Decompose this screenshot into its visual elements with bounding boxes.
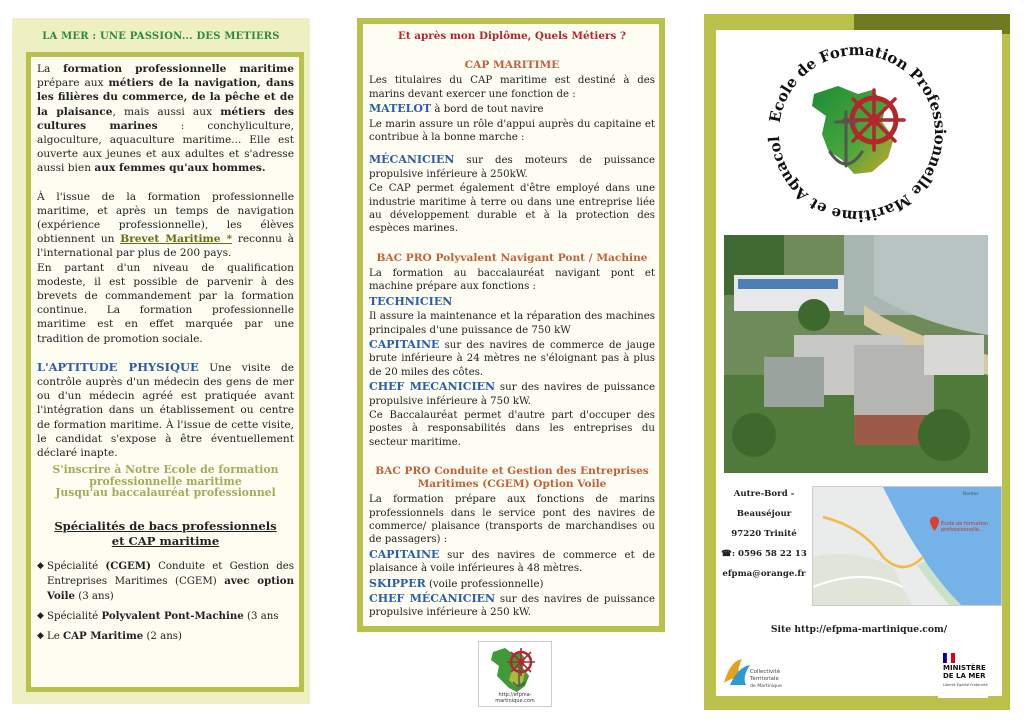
ministere-name: MINISTÈRE DE LA MER: [943, 664, 986, 680]
cap-matelot-desc: Le marin assure un rôle d'appui auprès du capitaine et contribue à la bonne marche :: [369, 118, 655, 144]
panel-left-content: [37, 62, 294, 649]
marianne-icon: [938, 651, 988, 665]
collectivite-logo: [720, 653, 782, 695]
bac-cgem-intro: La formation prépare aux fonctions de marins professionnels dans le service pont des navires de commerce/ plaisance (transports de marchandises ou de passagers) :: [369, 494, 655, 546]
bac-cgem-heading: BAC PRO Conduite et Gestion des Entreprises Maritimes (CGEM) Option Voile: [375, 465, 649, 491]
bac-pont-machine-heading: BAC PRO Polyvalent Navigant Pont / Machine: [376, 251, 648, 264]
website-link[interactable]: Site http://efpma-martinique.com/: [770, 624, 948, 635]
cap-mecanicien: MÉCANICIEN sur des moteurs de puissance propulsive inférieure à 250kW.: [369, 153, 655, 180]
bac-pont-technicien: TECHNICIEN: [369, 294, 453, 308]
bac-pont-chef-mecanicien: CHEF MECANICIEN sur des navires de puissance propulsive inférieure à 750 kW.: [369, 380, 656, 407]
svg-text:Collectivité: Collectivité: [750, 669, 781, 675]
promotion-paragraph: En partant d'un niveau de qualification modeste, il est possible de parvenir à des brevets de commandement par la formation continue. La formation professionnelle maritime est en effet marquée par une tradition de promotion sociale.: [37, 261, 294, 345]
collectivite-bird-icon: [720, 653, 782, 695]
email-link[interactable]: efpma@orange.fr: [722, 569, 806, 579]
intro-paragraph: La formation professionnelle maritime prépare aux métiers de la navigation, dans les filières du commerce, de la pêche et de la plaisance, mais aussi aux métiers des cultures marines : conchyliculture, algoculture, aquaculture maritime... Elle est ouverte aux jeunes et aux adultes et s'adresse aussi bien aux femmes qu'aux hommes.: [37, 63, 294, 175]
aptitude-paragraph: L'APTITUDE PHYSIQUE Une visite de contrôle auprès d'un médecin des gens de mer ou d'un médecin agréé est pratiquée avant l'intégration dans un établissement ou centre de formation maritime. À l'issue de cette visite, le candidat s'expose à être éventuellement déclaré inapte.: [37, 359, 294, 460]
brevet-maritime-link[interactable]: Brevet Maritime *: [120, 233, 233, 246]
metiers-title: Et après mon Diplôme, Quels Métiers ?: [397, 30, 627, 42]
school-aerial-photo: [724, 235, 988, 473]
address-line-1: Autre-Bord -: [733, 489, 795, 499]
cap-outro: Ce CAP permet également d'être employé dans une industrie maritime à terre ou dans une entreprise liée au développement durable et à la protection des espèces marines.: [369, 183, 655, 235]
svg-text:Territoriale: Territoriale: [750, 676, 779, 682]
bac-pont-outro: Ce Baccalauréat permet d'autre part d'occuper des postes à responsabilités dans les entreprises du secteur maritime.: [369, 409, 655, 448]
location-map[interactable]: [812, 486, 1002, 606]
list-item: ◆ Spécialité Polyvalent Pont-Machine (3 ans: [37, 609, 279, 622]
svg-text:professionnelle...: professionnelle...: [941, 527, 984, 533]
map-image: [813, 487, 1002, 606]
bac-pont-capitaine: CAPITAINE sur des navires de commerce de jauge brute inférieure à 24 mètres ne s'éloignant pas à plus de 20 miles des côtes.: [369, 337, 655, 378]
small-logo-site: http://efpma-martinique.com: [495, 692, 535, 704]
bac-cgem-capitaine: CAPITAINE sur des navires de commerce et de plaisance à voile inférieures à 48 mètres.: [369, 547, 655, 575]
cap-heading: CAP MARITIME: [464, 59, 560, 72]
bac-pont-technicien-desc: Il assure la maintenance et la réparation des machines principales d'une puissance de 750 kW: [369, 311, 655, 336]
small-school-logo: [478, 641, 552, 707]
bac-cgem-skipper: SKIPPER (voile professionnelle): [369, 576, 544, 590]
logo-circular-text: Ecole de Formation Professionnelle Maritime et Aquacol: [765, 42, 950, 224]
panel-left-header: LA MER : UNE PASSION... DES METIERS: [42, 31, 280, 42]
address-line-2: Beauséjour: [736, 509, 792, 519]
inscription-callout: S'inscrire à Notre Ecole de formation professionnelle maritime Jusqu'au baccalauréat professionnel: [52, 463, 279, 500]
list-item: ◆ Spécialité (CGEM) Conduite et Gestion des Entreprises Maritimes (CGEM) avec option Voile (3 ans): [37, 559, 294, 602]
specialites-title: Spécialités de bacs professionnels et CAP maritime: [54, 518, 277, 548]
aerial-photo-image: [724, 235, 988, 473]
cap-matelot: MATELOT à bord de tout navire: [369, 102, 544, 116]
school-logo: [762, 42, 952, 224]
diamond-bullet-icon: ◆: [37, 610, 44, 621]
cap-intro: Les titulaires du CAP maritime est destiné à des marins devant exercer une fonction de :: [369, 75, 655, 100]
svg-text:Bordes: Bordes: [963, 492, 979, 497]
school-logo-emblem-icon: [762, 42, 952, 224]
brevet-paragraph: À l'issue de la formation professionnelle maritime, et après un temps de navigation (expérience professionnelle), les élèves obtiennent un Brevet Maritime * reconnu à l'international par plus de 200 pays.: [37, 190, 295, 260]
address-line-3: 97220 Trinité: [731, 529, 797, 539]
contact-block: [720, 488, 808, 588]
svg-text:de Martinique: de Martinique: [750, 684, 782, 689]
ministere-logo: [938, 650, 988, 698]
diamond-bullet-icon: ◆: [37, 560, 44, 571]
svg-text:Ecole de formation: Ecole de formation: [941, 521, 989, 527]
list-item: ◆ Le CAP Maritime (2 ans): [37, 629, 182, 642]
ministere-devise: Liberté Égalité Fraternité: [943, 683, 988, 687]
specialites-list: [37, 559, 294, 644]
phone-number[interactable]: ☎: 0596 58 22 13: [721, 549, 807, 559]
bac-cgem-chef-mecanicien: CHEF MÉCANICIEN sur des navires de puissance propulsive inférieure à 250 kW.: [369, 592, 656, 619]
diamond-bullet-icon: ◆: [37, 630, 44, 641]
panel-middle-content: [369, 30, 655, 621]
bac-pont-intro: La formation au baccalauréat navigant pont et machine prépare aux fonctions :: [369, 267, 655, 293]
aptitude-title: L'APTITUDE PHYSIQUE: [37, 359, 199, 374]
